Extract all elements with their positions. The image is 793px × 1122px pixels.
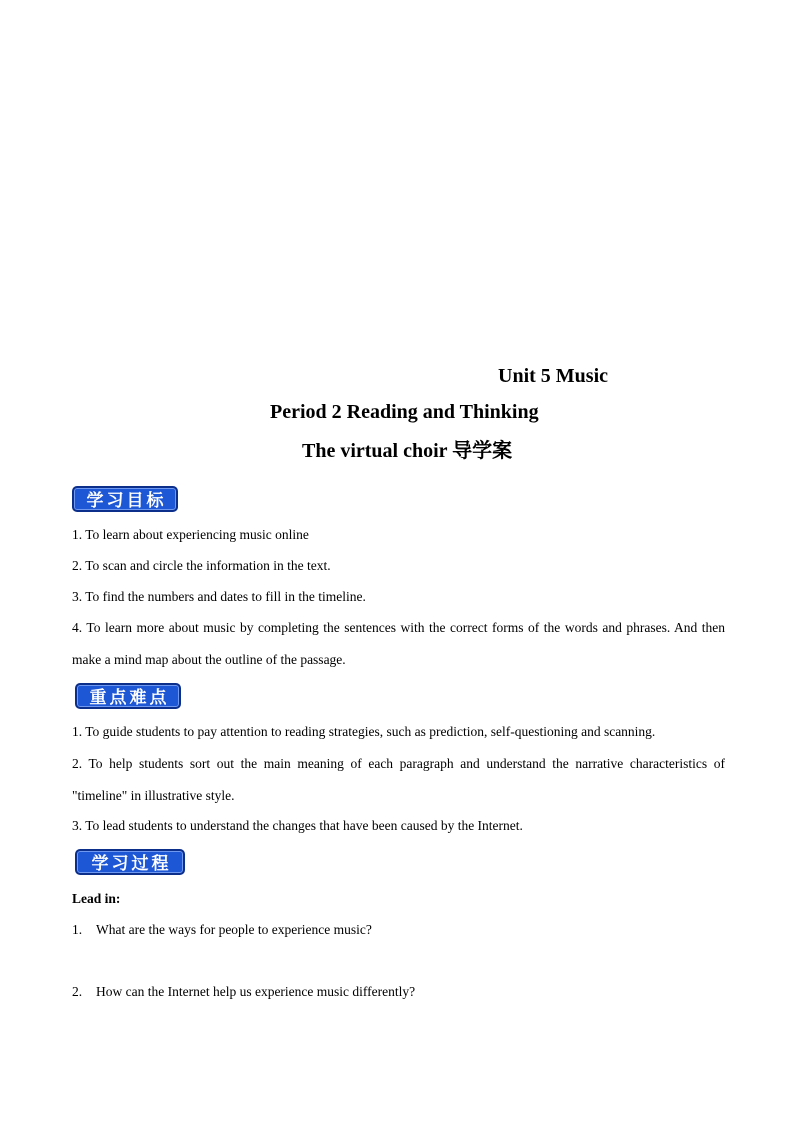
- key-points-badge: 重点难点: [75, 683, 181, 709]
- learning-process-badge: 学习过程: [75, 849, 185, 875]
- lead-in-label: Lead in:: [72, 891, 121, 906]
- key-point-item: 3. To lead students to understand the changes that have been caused by the Internet.: [72, 818, 523, 833]
- lead-in-question: [72, 976, 415, 1008]
- key-point-item: 1. To guide students to pay attention to reading strategies, such as prediction, self-questioning and scanning.: [72, 724, 656, 739]
- lesson-title: The virtual choir 导学案: [302, 440, 513, 462]
- goal-item: 4. To learn more about music by completing the sentences with the correct forms of the words and phrases. And then make a mind map about the outline of the passage.: [72, 620, 725, 667]
- goal-item: 3. To find the numbers and dates to fill in the timeline.: [72, 589, 366, 604]
- lead-in-question: [72, 914, 372, 946]
- question-number: 1.: [72, 922, 83, 937]
- goal-item: 2. To scan and circle the information in the text.: [72, 558, 331, 573]
- question-number: 2.: [72, 984, 83, 999]
- unit-title: Unit 5 Music: [498, 365, 608, 387]
- goal-item: 1. To learn about experiencing music online: [72, 527, 309, 542]
- question-text: How can the Internet help us experience music differently?: [96, 984, 416, 999]
- question-text: What are the ways for people to experience music?: [96, 922, 372, 937]
- learning-goals-badge: 学习目标: [72, 486, 178, 512]
- period-title: Period 2 Reading and Thinking: [270, 401, 539, 423]
- key-point-item: 2. To help students sort out the main meaning of each paragraph and understand the narrative characteristics of "timeline" in illustrative style.: [72, 756, 725, 803]
